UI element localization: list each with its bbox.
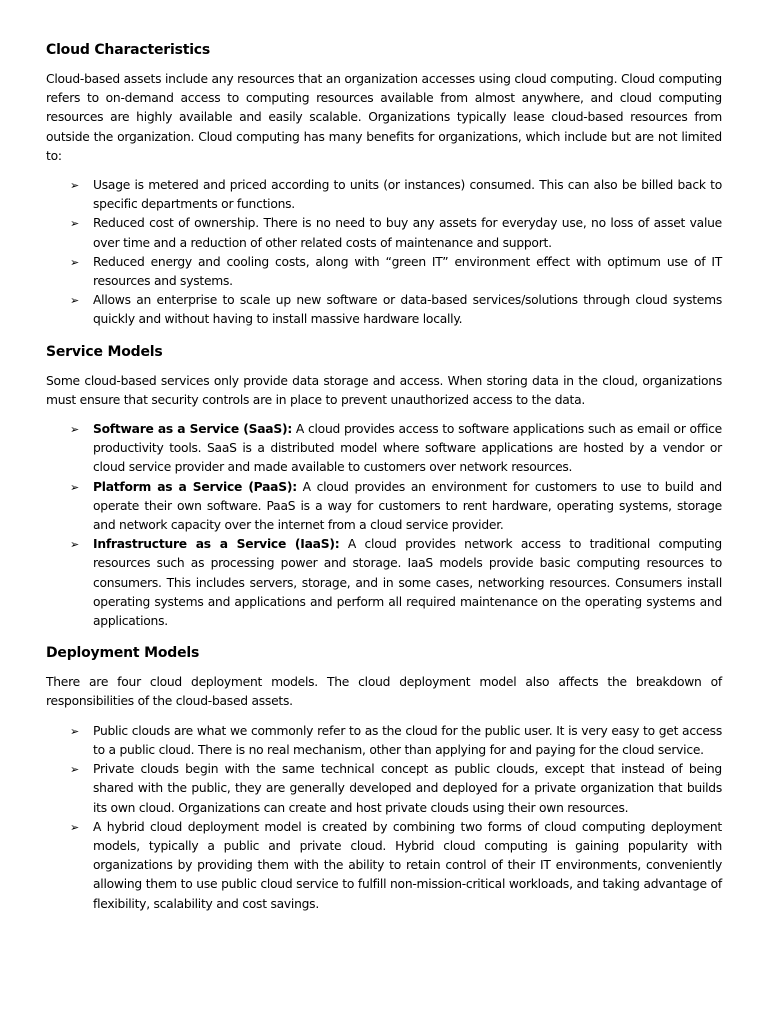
- list-item: ➢ Reduced cost of ownership. There is no need to buy any assets for everyday use, no loss of asset value over time and a reduction of other related costs of maintenance and support.: [70, 216, 722, 250]
- arrowhead-bullet-icon: ➢: [70, 294, 79, 308]
- heading-service-models: Service Models: [46, 343, 163, 360]
- list-item: ➢ Software as a Service (SaaS): A cloud provides access to software applications such as email or office productivity tools. SaaS is a distributed model where software applications are hosted by a vendor or cloud service provider and made available to customers over network resources.: [70, 422, 722, 475]
- arrowhead-bullet-icon: ➢: [70, 217, 79, 231]
- arrowhead-bullet-icon: ➢: [70, 724, 79, 738]
- heading-deployment-models: Deployment Models: [46, 645, 200, 662]
- list-service-models: [46, 420, 722, 631]
- list-item: ➢ Usage is metered and priced according to units (or instances) consumed. This can also be billed back to specific departments or functions.: [70, 178, 722, 212]
- heading-cloud-characteristics: Cloud Characteristics: [46, 42, 211, 58]
- arrowhead-bullet-icon: ➢: [70, 820, 79, 834]
- arrowhead-bullet-icon: ➢: [70, 179, 79, 193]
- list-deployment-models: [46, 722, 722, 914]
- list-item: ➢ Private clouds begin with the same technical concept as public clouds, except that instead of being shared with the public, they are generally developed and deployed for a private organization that builds its own cloud. Organizations can create and host private clouds using their own resources.: [70, 762, 722, 815]
- paragraph-service-models: Some cloud-based services only provide data storage and access. When storing data in the cloud, organizations must ensure that security controls are in place to prevent unauthorized access to the data.: [46, 373, 722, 407]
- arrowhead-bullet-icon: ➢: [70, 538, 79, 552]
- document-page: [46, 40, 722, 926]
- paragraph-deployment-models: There are four cloud deployment models. The cloud deployment model also affects the breakdown of responsibilities of the cloud-based assets.: [46, 675, 722, 709]
- arrowhead-bullet-icon: ➢: [70, 480, 79, 494]
- arrowhead-bullet-icon: ➢: [70, 255, 79, 269]
- list-item: ➢ Public clouds are what we commonly refer to as the cloud for the public user. It is very easy to get access to a public cloud. There is no real mechanism, other than applying for and paying for the cloud service.: [70, 723, 722, 757]
- list-item: ➢ A hybrid cloud deployment model is created by combining two forms of cloud computing deployment models, typically a public and private cloud. Hybrid cloud computing is gaining popularity with organizations by providing them with the ability to retain control of their IT environments, conveniently allowing them to use public cloud service to fulfill non-mission-critical workloads, and taking advantage of flexibility, scalability and cost savings.: [70, 819, 722, 911]
- list-item: ➢ Platform as a Service (PaaS): A cloud provides an environment for customers to use to build and operate their own software. PaaS is a way for customers to rent hardware, operating systems, storage and network capacity over the internet from a cloud service provider.: [70, 479, 722, 533]
- list-cloud-benefits: [46, 176, 722, 330]
- paragraph-cloud-characteristics: Cloud-based assets include any resources that an organization accesses using cloud computing. Cloud computing refers to on-demand access to computing resources available from almost anywhere, and cloud computing resources are highly available and easily scalable. Organizations typically lease cloud-based resources from outside the organization. Cloud computing has many benefits for organizations, which include but are not limited to:: [46, 72, 722, 163]
- list-item: ➢ Allows an enterprise to scale up new software or data-based services/solutions through cloud systems quickly and without having to install massive hardware locally.: [70, 293, 722, 327]
- list-item: ➢ Infrastructure as a Service (IaaS): A cloud provides network access to traditional computing resources such as processing power and storage. IaaS models provide basic computing resources to consumers. This includes servers, storage, and in some cases, networking resources. Consumers install operating systems and applications and perform all required maintenance on the operating systems and applications.: [70, 537, 722, 629]
- list-item: ➢ Reduced energy and cooling costs, along with “green IT” environment effect with optimum use of IT resources and systems.: [70, 254, 722, 289]
- arrowhead-bullet-icon: ➢: [70, 763, 79, 777]
- arrowhead-bullet-icon: ➢: [70, 423, 79, 437]
